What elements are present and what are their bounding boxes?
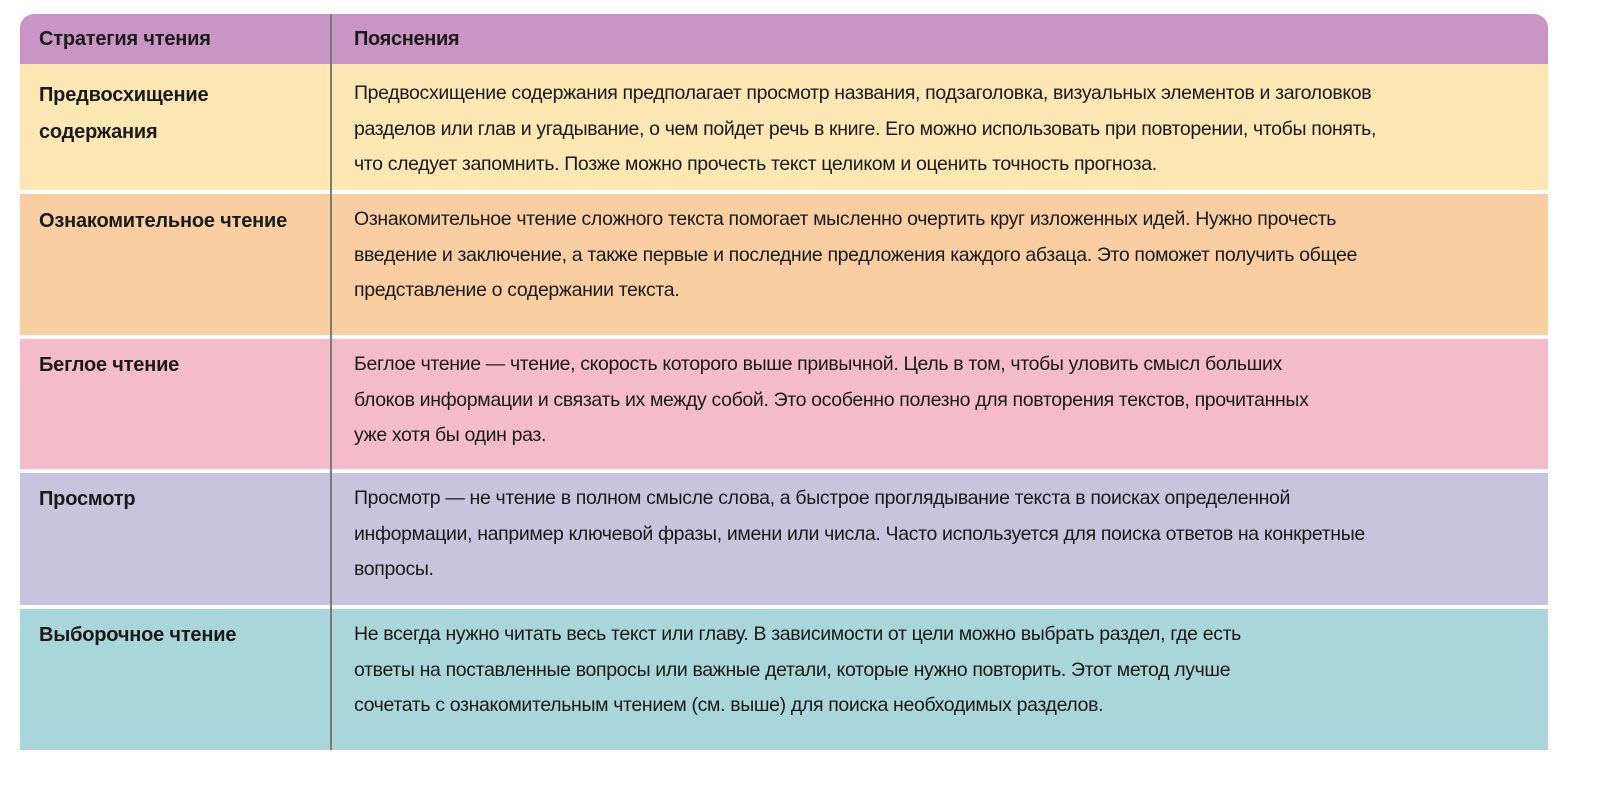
strategy-line: Просмотр [39,488,136,510]
explanation-line: вопросы. [354,558,434,580]
explanation-line: Предвосхищение содержания предполагает просмотр названия, подзаголовка, визуальных элементов и заголовков [354,82,1372,104]
explanation-line: блоков информации и связать их между собой. Это особенно полезно для повторения текстов, прочитанных [354,388,1309,411]
strategy-cell [39,481,309,518]
strategy-line: Ознакомительное чтение [39,210,288,232]
explanation-line: Не всегда нужно читать весь текст или главу. В зависимости от цели можно выбрать раздел, где есть [354,623,1241,645]
explanation-line: Ознакомительное чтение сложного текста помогает мысленно очертить круг изложенных идей. Нужно прочесть [354,208,1337,230]
explanation-cell [354,617,1529,724]
explanation-line: сочетать с ознакомительным чтением (см. выше) для поиска необходимых разделов. [354,694,1104,716]
strategy-line: Выборочное чтение [39,624,237,646]
explanation-line: разделов или глав и угадывание, о чем пойдет речь в книге. Его можно использовать при повторении, чтобы понять, [354,117,1377,140]
table-row [20,339,1548,469]
strategy-cell [39,347,309,384]
strategy-cell [39,617,309,654]
header-explanation: Пояснения [354,28,460,50]
explanation-line: Просмотр — не чтение в полном смысле слова, а быстрое проглядывание текста в поисках определенной [354,487,1291,509]
strategy-line: содержания [39,121,158,143]
strategy-cell [39,203,309,240]
explanation-line: Беглое чтение — чтение, скорость которого выше привычной. Цель в том, чтобы уловить смысл больших [354,353,1282,375]
explanation-cell [354,481,1529,588]
table-row [20,64,1548,190]
strategy-line: Беглое чтение [39,354,180,376]
table-row [20,194,1548,335]
explanation-line: что следует запомнить. Позже можно прочесть текст целиком и оценить точность прогноза. [354,153,1157,175]
strategy-line: Предвосхищение [39,84,209,106]
table-header-row [20,14,1548,64]
table-row [20,609,1548,750]
explanation-cell [354,76,1529,183]
explanation-line: информации, например ключевой фразы, имени или числа. Часто используется для поиска ответов на конкретные [354,522,1365,545]
header-strategy: Стратегия чтения [39,28,211,50]
explanation-cell [354,347,1529,454]
explanation-line: уже хотя бы один раз. [354,424,547,446]
explanation-line: ответы на поставленные вопросы или важные детали, которые нужно повторить. Этот метод лучше [354,658,1231,681]
explanation-cell [354,202,1529,309]
table-row [20,473,1548,605]
explanation-line: введение и заключение, а также первые и последние предложения каждого абзаца. Это поможет получить общее [354,243,1357,266]
strategy-cell [39,77,309,151]
reading-strategies-table [20,14,1548,750]
column-divider [330,14,332,750]
explanation-line: представление о содержании текста. [354,279,680,301]
